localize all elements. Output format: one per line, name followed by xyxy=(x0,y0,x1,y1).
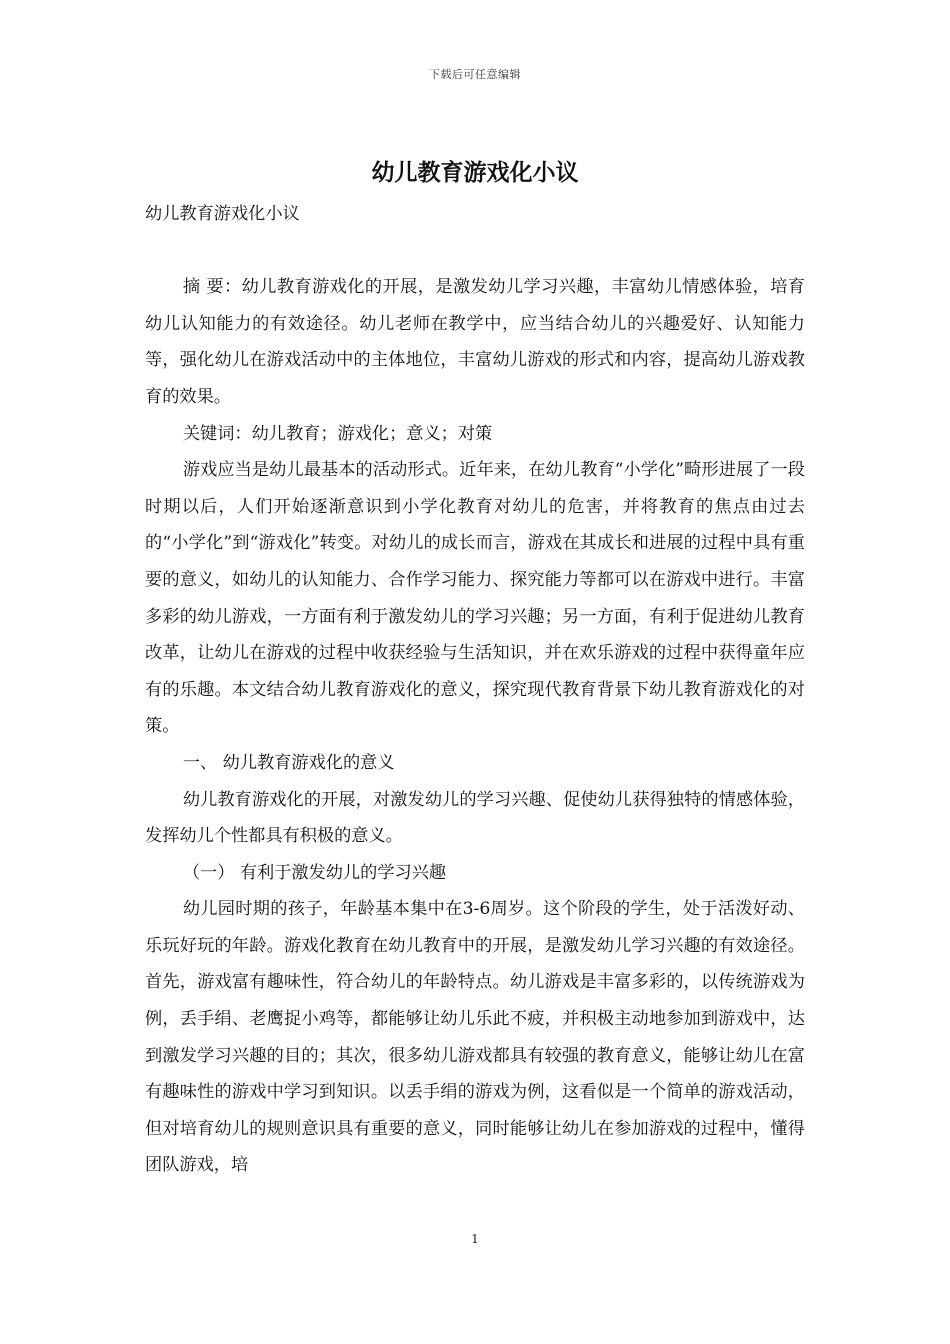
section-paragraph: 幼儿教育游戏化的开展，对激发幼儿的学习兴趣、促使幼儿获得独特的情感体验，发挥幼儿个性都具有积极的意义。 xyxy=(145,789,805,847)
keywords-line: 关键词：幼儿教育；游戏化；意义；对策 xyxy=(182,423,493,444)
page-number: 1 xyxy=(471,1232,479,1246)
document-title: 幼儿教育游戏化小议 xyxy=(371,159,579,186)
abstract-paragraph: 摘 要：幼儿教育游戏化的开展，是激发幼儿学习兴趣，丰富幼儿情感体验，培育幼儿认知能力的有效途径。幼儿老师在教学中，应当结合幼儿的兴趣爱好、认知能力等，强化幼儿在游戏活动中的主体地位，丰富幼儿游戏的形式和内容，提高幼儿游戏教育的效果。 xyxy=(145,277,805,407)
subsection-paragraph: 幼儿园时期的孩子，年龄基本集中在3-6周岁。这个阶段的学生，处于活泼好动、乐玩好玩的年龄。游戏化教育在幼儿教育中的开展，是激发幼儿学习兴趣的有效途径。首先，游戏富有趣味性，符合幼儿的年龄特点。幼儿游戏是丰富多彩的，以传统游戏为例，丢手绢、老鹰捉小鸡等，都能够让幼儿乐此不疲，并积极主动地参加到游戏中，达到激发学习兴趣的目的；其次，很多幼儿游戏都具有较强的教育意义，能够让幼儿在富有趣味性的游戏中学习到知识。以丢手绢的游戏为例，这看似是一个简单的游戏活动，但对培育幼儿的规则意识具有重要的意义，同时能够让幼儿在参加游戏的过程中，懂得团队游戏，培 xyxy=(145,899,805,1176)
intro-paragraph: 游戏应当是幼儿最基本的活动形式。近年来，在幼儿教育“小学化”畸形进展了一段时期以后，人们开始逐渐意识到小学化教育对幼儿的危害，并将教育的焦点由过去的“小学化”到“游戏化”转变。对幼儿的成长而言，游戏在其成长和进展的过程中具有重要的意义，如幼儿的认知能力、合作学习能力、探究能力等都可以在游戏中进行。丰富多彩的幼儿游戏，一方面有利于激发幼儿的学习兴趣；另一方面，有利于促进幼儿教育改革，让幼儿在游戏的过程中收获经验与生活知识，并在欢乐游戏的过程中获得童年应有的乐趣。本文结合幼儿教育游戏化的意义，探究现代教育背景下幼儿教育游戏化的对策。 xyxy=(145,460,805,737)
header-note: 下载后可任意编辑 xyxy=(429,68,521,81)
section-heading: 一、 幼儿教育游戏化的意义 xyxy=(182,752,395,773)
subsection-heading: （一） 有利于激发幼儿的学习兴趣 xyxy=(182,862,447,883)
document-subtitle: 幼儿教育游戏化小议 xyxy=(145,204,300,224)
document-body xyxy=(145,196,805,1184)
